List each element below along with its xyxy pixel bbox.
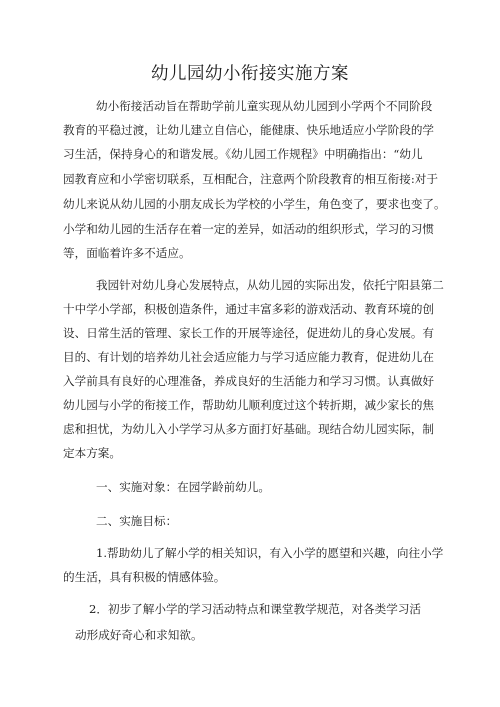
- document-title: 幼儿园幼小衔接实施方案: [151, 64, 349, 84]
- paragraph-line: 设、日常生活的管理、家长工作的开展等途径，促进幼儿的身心发展。有: [63, 326, 435, 340]
- paragraph-line: 目的、有计划的培养幼儿社会适应能力与学习适应能力教育，促进幼儿在: [63, 350, 435, 364]
- paragraph-line: 等，面临着许多不适应。: [63, 246, 191, 260]
- paragraph-line: 虑和担忧，为幼儿入小学学习从多方面打好基础。现结合幼儿园实际，制: [63, 422, 435, 436]
- paragraph-line: 小学和幼儿园的生活存在着一定的差异，如活动的组织形式，学习的习惯: [63, 222, 435, 236]
- paragraph-line: 幼小衔接活动旨在帮助学前儿童实现从幼儿园到小学两个不同阶段: [96, 99, 433, 113]
- paragraph-line: 习生活，保持身心的和谐发展。《幼儿园工作规程》中明确指出：“幼儿: [63, 147, 423, 161]
- list-item-line: 1.帮助幼儿了解小学的相关知识，有入小学的愿望和兴趣，向往小学: [96, 546, 444, 560]
- paragraph-line: 园教育应和小学密切联系，互相配合，注意两个阶段教育的相互衔接:对于: [63, 172, 438, 186]
- paragraph-line: 定本方案。: [63, 446, 121, 460]
- paragraph-line: 入学前具有良好的心理准备，养成良好的生活能力和学习习惯。认真做好: [63, 374, 435, 388]
- list-item-line: 2．初步了解小学的学习活动特点和课堂教学规范，对各类学习活: [89, 602, 422, 616]
- paragraph-line: 教育的平稳过渡，让幼儿建立自信心，能健康、快乐地适应小学阶段的学: [63, 123, 435, 137]
- paragraph-line: 幼儿园与小学的衔接工作，帮助幼儿顺利度过这个转折期，减少家长的焦: [63, 398, 435, 412]
- list-item-line: 的生活，具有积极的情感体验。: [63, 570, 226, 584]
- section-heading: 二、实施目标：: [96, 514, 178, 528]
- list-item-line: 动形成好奇心和求知欲。: [75, 628, 203, 642]
- paragraph-line: 我园针对幼儿身心发展特点，从幼儿园的实际出发，依托宁阳县第二: [96, 278, 444, 292]
- section-heading: 一、实施对象：在园学龄前幼儿。: [96, 480, 270, 494]
- paragraph-line: 幼儿来说从幼儿园的小朋友成长为学校的小学生，角色变了，要求也变了。: [63, 197, 446, 211]
- paragraph-line: 十中学小学部，积极创造条件，通过丰富多彩的游戏活动、教育环境的创: [63, 302, 435, 316]
